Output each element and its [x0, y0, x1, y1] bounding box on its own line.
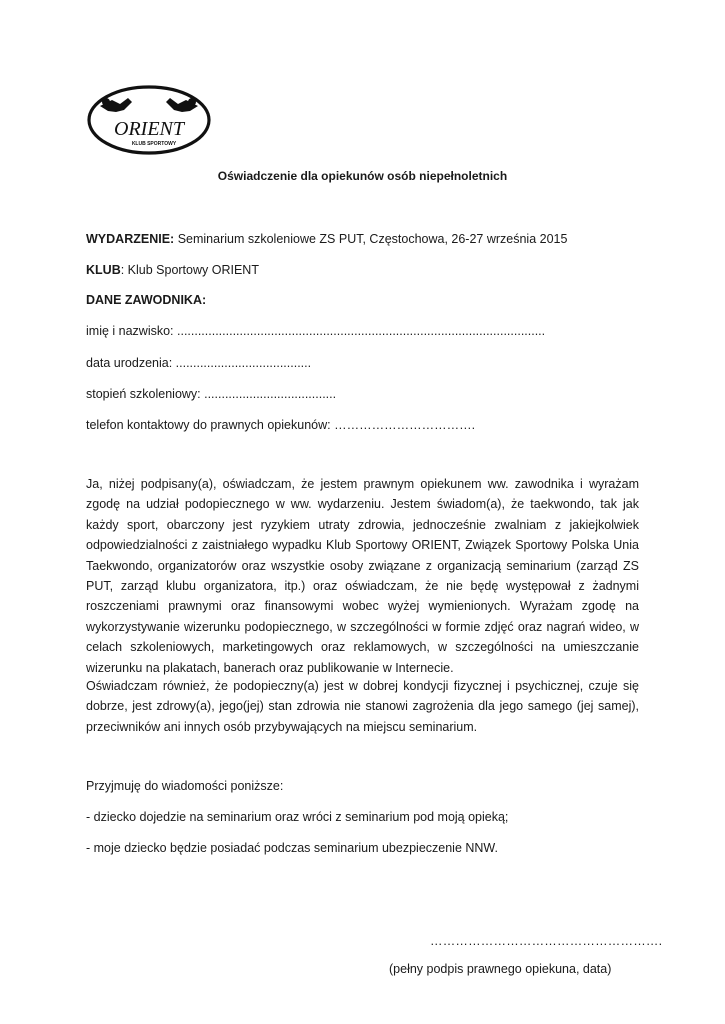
birthdate-field[interactable]: data urodzenia: ....................................... [86, 356, 312, 370]
logo-text: ORIENT [114, 118, 184, 140]
event-label: WYDARZENIE: [86, 232, 175, 246]
athlete-header: DANE ZAWODNIKA: [86, 293, 207, 307]
training-level-field[interactable]: stopień szkoleniowy: ...................................... [86, 387, 337, 401]
consent-paragraph: Ja, niżej podpisany(a), oświadczam, że jestem prawnym opiekunem ww. zawodnika i wyrażam zgodę na udział podopiecznego w ww. wydarzeniu. Jestem świadom(a), że taekwondo, tak jak każdy sport, obarczony jest ryzykiem utraty zdrowia, jednocześnie zwalniam z jakiejkolwiek odpowiedzialności z zaistniałego wypadku Klub Sportowy ORIENT, Związek Sportowy Polska Unia Taekwondo, organizatorów oraz wszystkie osoby związane z organizacją seminarium (zarząd ZS PUT, zarząd klubu organizatora, itp.) oraz oświadczam, że nie będę występował z żadnymi roszczeniami prawnymi oraz finansowymi wobec wyżej wymienionych. Wyrażam zgodę na wykorzystywanie wizerunku podopiecznego, w szczególności w formie zdjęć oraz nagrań wideo, w celach szkoleniowych, marketingowych oraz reklamowych, w szczególności na umieszczanie wizerunku na plakatach, banerach oraz publikowanie w Internecie. [86, 477, 639, 675]
guardian-phone-field[interactable]: telefon kontaktowy do prawnych opiekunów: ……………………………. [86, 418, 476, 432]
health-paragraph: Oświadczam również, że podopieczny(a) jest w dobrej kondycji fizycznej i psychicznej, czuje się dobrze, jest zdrowy(a), jego(jej) stan zdrowia nie stanowi zagrożenia dla jego samego (jej samej), przeciwników ani innych osób przybywających na miejscu seminarium. [86, 679, 639, 734]
event-value: Seminarium szkoleniowe ZS PUT, Częstochowa, 26-27 września 2015 [177, 232, 568, 246]
logo-subtext: KLUB SPORTOWY [131, 141, 177, 147]
document-title: Oświadczenie dla opiekunów osób niepełnoletnich [217, 169, 508, 183]
signature-caption: (pełny podpis prawnego opiekuna, data) [389, 962, 612, 976]
club-line [86, 263, 259, 277]
name-field[interactable]: imię i nazwisko: .......................................................................................................... [86, 324, 546, 338]
ack-item: - moje dziecko będzie posiadać podczas seminarium ubezpieczenie NNW. [86, 841, 499, 855]
ack-intro: Przyjmuję do wiadomości poniższe: [86, 779, 284, 793]
club-label: KLUB [86, 263, 121, 277]
club-logo [86, 84, 212, 156]
event-line [86, 232, 567, 246]
signature-line[interactable]: ………………………………………………. [430, 934, 663, 948]
club-value: : Klub Sportowy ORIENT [120, 263, 259, 277]
ack-item: - dziecko dojedzie na seminarium oraz wróci z seminarium pod moją opieką; [86, 810, 509, 824]
